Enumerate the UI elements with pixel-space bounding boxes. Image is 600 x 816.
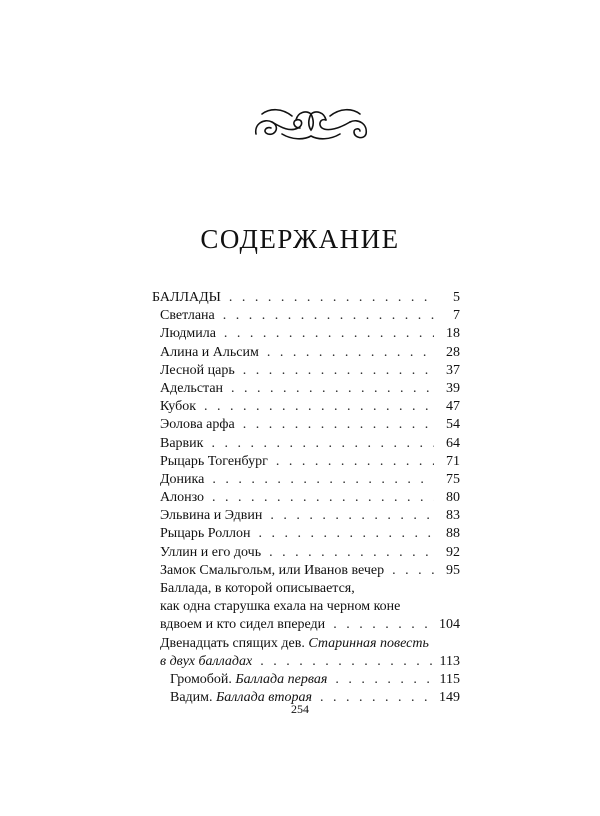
toc-page-number: 80	[446, 490, 460, 506]
toc-page-number: 104	[439, 617, 460, 633]
leader-dots	[212, 471, 434, 489]
toc-item[interactable]	[152, 307, 460, 325]
leader-dots	[333, 616, 433, 634]
leader-dots	[269, 544, 434, 562]
toc-item-label: Уллин и его дочь	[160, 544, 262, 560]
toc-subitem-subtitle: Баллада первая	[235, 671, 328, 687]
leader-dots	[243, 416, 434, 434]
toc-page-number: 71	[446, 453, 460, 469]
leader-dots	[335, 671, 433, 689]
toc-item-label: Светлана	[160, 308, 215, 324]
toc-section-label: БАЛЛАДЫ	[152, 290, 221, 305]
toc-page-number: 115	[439, 671, 460, 687]
toc-item-label: Доника	[160, 471, 205, 487]
leader-dots	[231, 380, 434, 398]
toc-page-number: 5	[453, 290, 460, 305]
toc-item-label: Рыцарь Роллон	[160, 526, 251, 542]
toc-item[interactable]	[152, 525, 460, 543]
toc-item-label: Рыцарь Тогенбург	[160, 453, 268, 469]
toc-item-label	[160, 635, 429, 653]
toc-item-subtitle-line: в двух балладах	[160, 653, 253, 669]
table-of-contents	[152, 289, 460, 707]
toc-subitem-title: Вадим.	[170, 690, 217, 706]
leader-dots	[223, 307, 434, 325]
toc-item-label: Эолова арфа	[160, 417, 235, 433]
leader-dots	[276, 453, 434, 471]
toc-page-number: 37	[446, 362, 460, 378]
toc-page-number: 113	[439, 653, 460, 669]
toc-item-label-line: вдвоем и кто сидел впереди	[160, 617, 326, 633]
leader-dots	[392, 562, 434, 580]
toc-page-number: 92	[446, 544, 460, 560]
leader-dots	[259, 525, 434, 543]
toc-page-number: 7	[453, 308, 460, 324]
toc-item[interactable]	[152, 380, 460, 398]
toc-item-label: Адельстан	[160, 380, 224, 396]
toc-item[interactable]	[152, 544, 460, 562]
toc-item[interactable]	[152, 325, 460, 343]
toc-item-label: Замок Смальгольм, или Иванов вечер	[160, 562, 385, 578]
toc-page-number: 39	[446, 380, 460, 396]
toc-item-label: Кубок	[160, 399, 197, 415]
toc-item-label-line: Баллада, в которой описывается,	[160, 581, 355, 596]
toc-item[interactable]	[152, 453, 460, 471]
leader-dots	[212, 489, 434, 507]
toc-item[interactable]	[152, 416, 460, 434]
toc-page-number: 149	[439, 690, 460, 706]
toc-item[interactable]	[152, 435, 460, 453]
toc-item[interactable]	[152, 471, 460, 489]
toc-item-twelve-maidens[interactable]	[152, 635, 460, 671]
toc-page-number: 18	[446, 326, 460, 342]
leader-dots	[260, 653, 433, 671]
page-title: СОДЕРЖАНИЕ	[200, 224, 400, 254]
toc-item-label-line: как одна старушка ехала на черном коне	[160, 599, 401, 615]
leader-dots	[267, 344, 434, 362]
toc-section-ballads[interactable]	[152, 289, 460, 307]
toc-item-label: Алина и Альсим	[160, 344, 259, 360]
toc-item-label: Варвик	[160, 435, 204, 451]
toc-page-number: 88	[446, 526, 460, 542]
toc-item-title: Двенадцать спящих дев.	[160, 635, 309, 651]
toc-page-number: 75	[446, 471, 460, 487]
toc-item[interactable]	[152, 562, 460, 580]
toc-page-number: 95	[446, 562, 460, 578]
toc-subitem[interactable]	[152, 671, 460, 689]
toc-item[interactable]	[152, 489, 460, 507]
toc-item[interactable]	[152, 507, 460, 525]
leader-dots	[270, 507, 434, 525]
leader-dots	[229, 289, 434, 307]
leader-dots	[224, 325, 434, 343]
toc-item-label: Людмила	[160, 326, 216, 342]
toc-item[interactable]	[152, 398, 460, 416]
toc-item-subtitle: Старинная повесть	[308, 635, 429, 651]
leader-dots	[211, 435, 434, 453]
toc-page-number: 64	[446, 435, 460, 451]
leader-dots	[243, 362, 434, 380]
toc-page-number: 83	[446, 508, 460, 524]
toc-item-label: Эльвина и Эдвин	[160, 508, 263, 524]
toc-page-number: 28	[446, 344, 460, 360]
page-number-footer: 254	[291, 702, 309, 716]
toc-item-ballad-long[interactable]	[152, 580, 460, 635]
toc-subitem-label	[170, 671, 327, 689]
flourish-ornament-icon	[252, 98, 370, 144]
toc-item[interactable]	[152, 344, 460, 362]
leader-dots	[204, 398, 434, 416]
toc-page-number: 47	[446, 399, 460, 415]
toc-item-label: Алонзо	[160, 490, 205, 506]
toc-subitem-title: Громобой.	[170, 671, 236, 687]
toc-item-label: Лесной царь	[160, 362, 235, 378]
toc-page-number: 54	[446, 417, 460, 433]
toc-subitem-subtitle: Баллада вторая	[216, 690, 312, 706]
toc-item[interactable]	[152, 362, 460, 380]
